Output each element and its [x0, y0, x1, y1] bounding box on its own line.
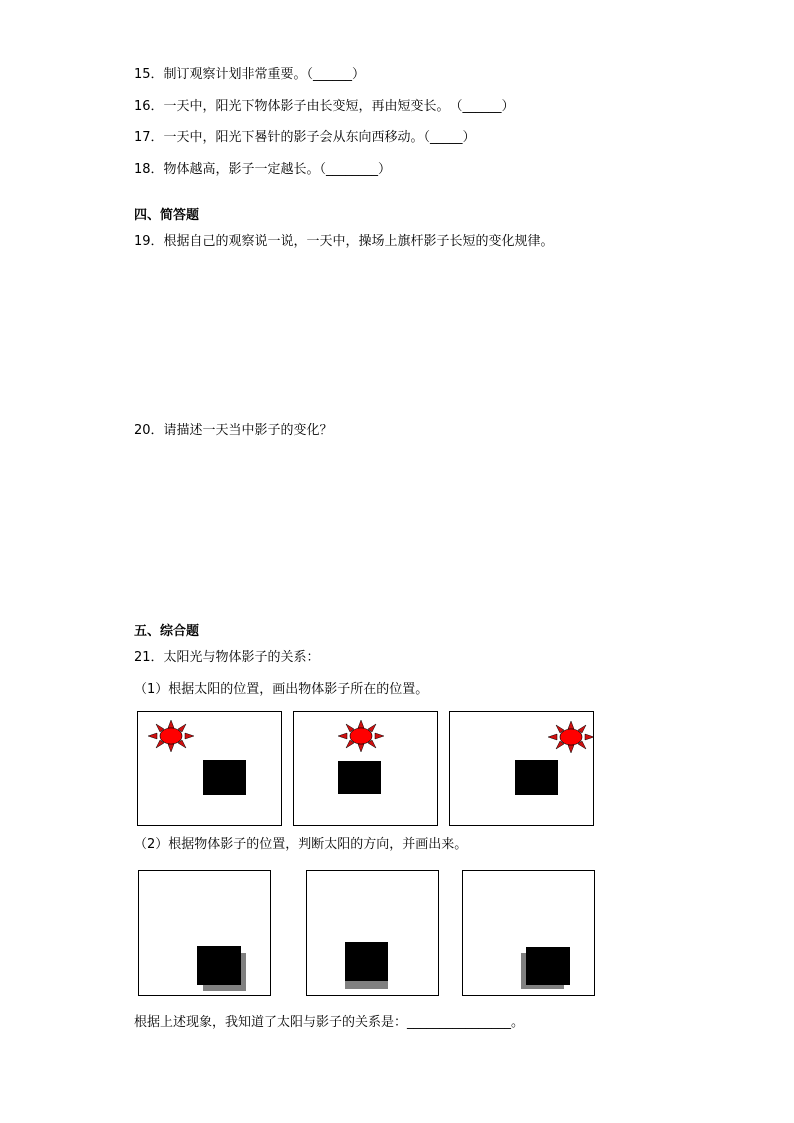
black-square-object	[203, 760, 246, 795]
question-19: 19．根据自己的观察说一说，一天中，操场上旗杆影子长短的变化规律。	[134, 234, 554, 249]
black-square-object	[345, 942, 388, 981]
sun-icon	[148, 720, 194, 752]
black-square-object	[197, 946, 241, 985]
sun-position-box-3[interactable]	[449, 711, 594, 826]
shadow-box-1[interactable]	[138, 870, 271, 996]
shadow-box-2[interactable]	[306, 870, 439, 996]
question-21-part-1: （1）根据太阳的位置，画出物体影子所在的位置。	[134, 682, 429, 697]
question-16: 16．一天中，阳光下物体影子由长变短，再由短变长。 （______）	[134, 99, 515, 114]
question-18: 18．物体越高，影子一定越长。（________）	[134, 162, 392, 177]
question-20: 20．请描述一天当中影子的变化？	[134, 423, 333, 438]
black-square-object	[515, 760, 558, 795]
section-4-title: 四、简答题	[134, 208, 200, 223]
sun-icon	[548, 721, 594, 753]
shadow-box-3[interactable]	[462, 870, 595, 996]
question-21-part-2: （2）根据物体影子的位置，判断太阳的方向，并画出来。	[134, 837, 468, 852]
conclusion-line: 根据上述现象，我知道了太阳与影子的关系是：________________。	[134, 1015, 525, 1030]
sun-position-box-1[interactable]	[137, 711, 282, 826]
sun-position-box-2[interactable]	[293, 711, 438, 826]
question-15: 15．制订观察计划非常重要。（______）	[134, 67, 366, 82]
sun-icon	[338, 720, 384, 752]
question-21: 21．太阳光与物体影子的关系：	[134, 650, 320, 665]
black-square-object	[338, 761, 381, 794]
question-17: 17．一天中，阳光下晷针的影子会从东向西移动。（_____）	[134, 130, 476, 145]
section-5-title: 五、综合题	[134, 624, 200, 639]
black-square-object	[526, 947, 570, 985]
